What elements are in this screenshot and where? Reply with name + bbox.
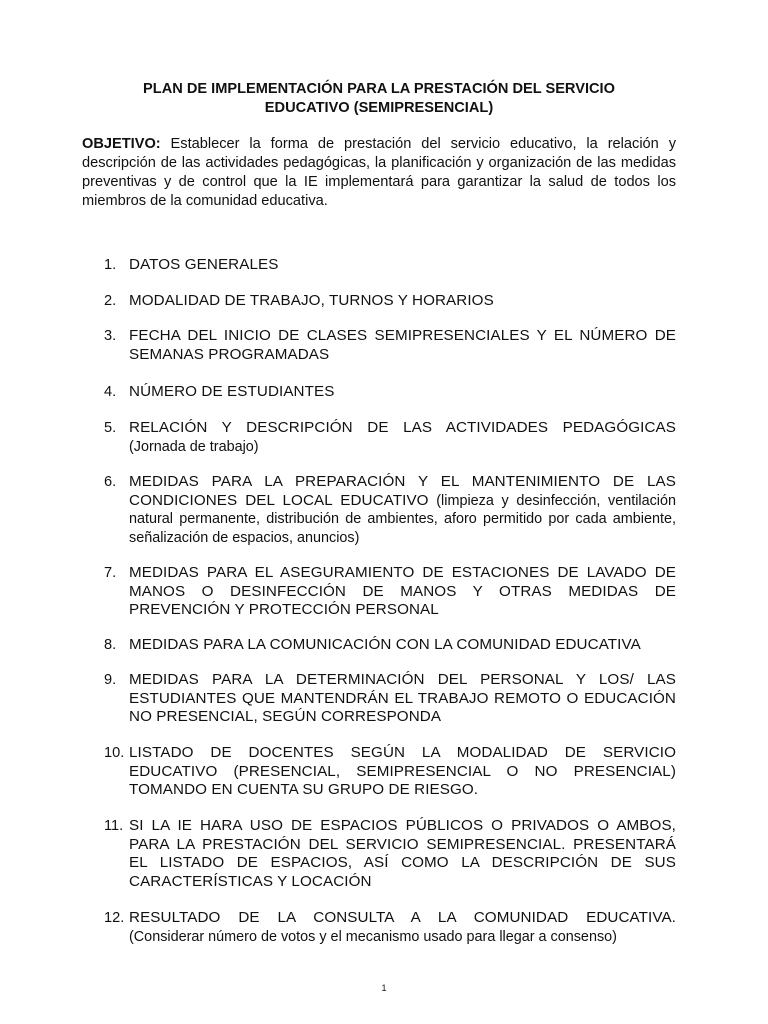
list-item-text <box>129 817 676 891</box>
list-item-number: 10. <box>104 745 125 761</box>
list-item-text <box>129 256 676 275</box>
list-item-text <box>129 383 676 402</box>
list-item-number: 8. <box>104 637 117 653</box>
list-item-text <box>129 473 676 547</box>
list-item-text <box>129 564 676 620</box>
list-item-heading: LISTADO DE DOCENTES SEGÚN LA MODALIDAD DE SERVICIO EDUCATIVO (PRESENCIAL, SEMIPRESENCIAL O NO PRESENCIAL) TOMANDO EN CUENTA SU GRUPO DE RIESGO. <box>129 744 676 798</box>
list-item-heading: MODALIDAD DE TRABAJO, TURNOS Y HORARIOS <box>129 292 494 309</box>
list-item-text <box>129 744 676 800</box>
list-item-text <box>129 909 676 946</box>
list-item-text <box>129 636 676 655</box>
objective-label: OBJETIVO: <box>82 136 161 152</box>
list-item-number: 6. <box>104 474 117 490</box>
list-item-number: 1. <box>104 257 117 273</box>
list-item-heading: NÚMERO DE ESTUDIANTES <box>129 383 335 400</box>
list-item-heading: SI LA IE HARA USO DE ESPACIOS PÚBLICOS O PRIVADOS O AMBOS, PARA LA PRESTACIÓN DEL SERVICIO SEMIPRESENCIAL. PRESENTARÁ EL LISTADO DE ESPACIOS, ASÍ COMO LA DESCRIPCIÓN DE SUS CARACTERÍSTICAS Y LOCACIÓN <box>129 817 676 890</box>
objective-paragraph <box>82 135 676 211</box>
list-item-note: (Jornada de trabajo) <box>129 438 259 455</box>
list-item-heading: MEDIDAS PARA EL ASEGURAMIENTO DE ESTACIONES DE LAVADO DE MANOS O DESINFECCIÓN DE MANOS Y OTRAS MEDIDAS DE PREVENCIÓN Y PROTECCIÓN PERSONAL <box>129 564 676 618</box>
list-item-heading: MEDIDAS PARA LA PREPARACIÓN Y EL MANTENIMIENTO DE LAS CONDICIONES DEL LOCAL EDUCATIVO <box>129 473 676 509</box>
list-item-number: 2. <box>104 293 117 309</box>
list-item-heading: MEDIDAS PARA LA COMUNICACIÓN CON LA COMUNIDAD EDUCATIVA <box>129 636 641 653</box>
list-item-number: 7. <box>104 565 117 581</box>
list-item-note: (Considerar número de votos y el mecanismo usado para llegar a consenso) <box>129 928 617 945</box>
document-title <box>82 80 676 118</box>
list-item-text <box>129 327 676 364</box>
list-item-text <box>129 292 676 311</box>
list-item-number: 4. <box>104 384 117 400</box>
list-item-heading: DATOS GENERALES <box>129 256 279 273</box>
list-item-number: 11. <box>104 818 124 834</box>
list-item-text <box>129 419 676 456</box>
list-item-note: (limpieza y desinfección, ventilación natural permanente, distribución de ambientes, aforo permitido por cada ambiente, señalización de espacios, anuncios) <box>129 492 677 546</box>
title-line-1: PLAN DE IMPLEMENTACIÓN PARA LA PRESTACIÓN DEL SERVICIO <box>143 81 615 97</box>
title-line-2: EDUCATIVO (SEMIPRESENCIAL) <box>264 100 494 116</box>
list-item-number: 9. <box>104 672 117 688</box>
list-item-number: 5. <box>104 420 117 436</box>
page-number: 1 <box>381 983 387 993</box>
list-item-text <box>129 671 676 727</box>
list-item-number: 3. <box>104 328 117 344</box>
list-item-heading: MEDIDAS PARA LA DETERMINACIÓN DEL PERSONAL Y LOS/ LAS ESTUDIANTES QUE MANTENDRÁN EL TRABAJO REMOTO O EDUCACIÓN NO PRESENCIAL, SEGÚN CORRESPONDA <box>129 671 676 725</box>
list-item-heading: RELACIÓN Y DESCRIPCIÓN DE LAS ACTIVIDADES PEDAGÓGICAS <box>129 419 676 436</box>
list-item-number: 12. <box>104 910 125 926</box>
list-item-heading: RESULTADO DE LA CONSULTA A LA COMUNIDAD EDUCATIVA. <box>129 909 676 926</box>
objective-text: Establecer la forma de prestación del servicio educativo, la relación y descripción de las actividades pedagógicas, la planificación y organización de las medidas preventivas y de control que la IE implementará para garantizar la salud de todos los miembros de la comunidad educativa. <box>82 136 676 209</box>
list-item-heading: FECHA DEL INICIO DE CLASES SEMIPRESENCIALES Y EL NÚMERO DE SEMANAS PROGRAMADAS <box>129 327 676 363</box>
